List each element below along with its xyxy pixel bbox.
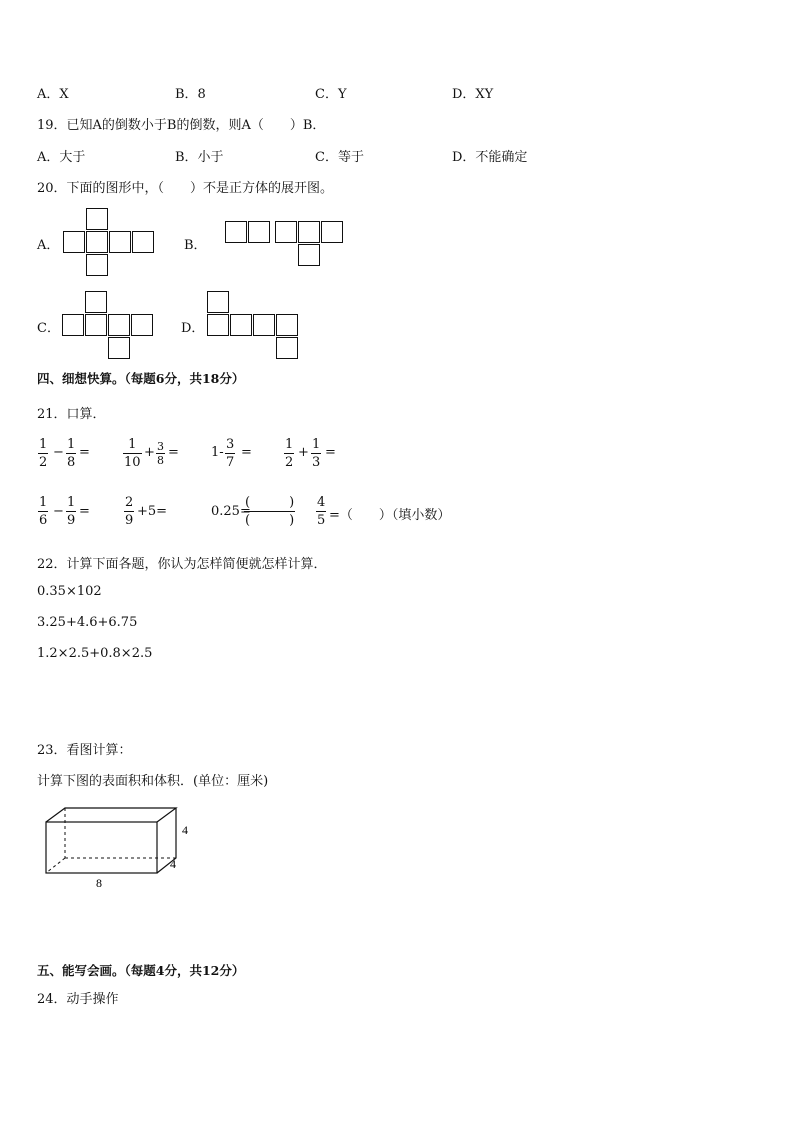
net-square — [62, 314, 84, 336]
q18-option-a: A．X — [37, 87, 69, 102]
fraction: $\frac{1}{2}$ — [39, 437, 48, 470]
fraction: $\frac{1}{8}$ — [67, 437, 76, 470]
net-square — [207, 291, 229, 313]
fraction: $\frac{1}{9}$ — [67, 495, 76, 528]
operator: + — [298, 445, 309, 460]
equals: = — [168, 445, 179, 460]
net-square — [230, 314, 252, 336]
cuboid-depth-label: 4 — [170, 857, 176, 871]
net-square — [225, 221, 247, 243]
q18-option-c: C．Y — [315, 87, 347, 102]
operand: 1- — [211, 445, 224, 460]
q19-option-d: D．不能确定 — [452, 150, 528, 165]
net-square — [321, 221, 343, 243]
equals: = — [241, 445, 252, 460]
q20-label-d: D． — [181, 321, 205, 336]
q22-item-1: 0.35×102 — [37, 584, 102, 599]
q19-stem: 19．已知A的倒数小于B的倒数，则A（ ）B． — [37, 118, 326, 133]
cuboid-length-label: 8 — [96, 876, 102, 890]
fraction: $\frac{2}{9}$ — [125, 495, 134, 528]
fraction: $\frac{1}{2}$ — [285, 437, 294, 470]
net-square — [86, 254, 108, 276]
net-square — [108, 314, 130, 336]
net-square — [85, 291, 107, 313]
fraction: $\frac{3}{7}$ — [226, 437, 235, 470]
q19-option-b: B．小于 — [175, 150, 224, 165]
net-square — [108, 337, 130, 359]
cuboid-front-face — [46, 822, 157, 873]
section-4-heading: 四、细想快算。（每题6分，共18分） — [37, 371, 245, 386]
q22-item-3: 1.2×2.5+0.8×2.5 — [37, 646, 153, 661]
operator-expression: +5= — [137, 504, 168, 519]
net-square — [298, 221, 320, 243]
blank-fraction: ( ) ( ) — [245, 495, 295, 528]
q20-label-b: B． — [184, 238, 207, 253]
net-square — [276, 337, 298, 359]
net-square — [298, 244, 320, 266]
equals: = — [79, 445, 90, 460]
fraction: $\frac{4}{5}$ — [317, 495, 326, 528]
net-square — [86, 208, 108, 230]
operator: + — [144, 445, 155, 460]
q20-stem: 20．下面的图形中，（ ）不是正方体的展开图。 — [37, 181, 334, 196]
equals: = — [79, 504, 90, 519]
operand: 0.25= — [211, 504, 251, 519]
cuboid-figure — [36, 804, 196, 896]
net-square — [132, 231, 154, 253]
q22-item-2: 3.25+4.6+6.75 — [37, 615, 138, 630]
net-square — [131, 314, 153, 336]
net-square — [85, 314, 107, 336]
q23-stem: 23．看图计算： — [37, 743, 132, 758]
fraction: $\frac{1}{10}$ — [124, 437, 141, 470]
net-square — [207, 314, 229, 336]
net-square — [86, 231, 108, 253]
q19-option-a: A．大于 — [37, 150, 86, 165]
q21-stem: 21．口算． — [37, 407, 106, 422]
fraction: $\frac{3}{8}$ — [157, 440, 164, 467]
net-square — [276, 314, 298, 336]
fraction: $\frac{1}{3}$ — [312, 437, 321, 470]
fraction: $\frac{1}{6}$ — [39, 495, 48, 528]
net-square — [275, 221, 297, 243]
q23-subtitle: 计算下图的表面积和体积．(单位：厘米) — [37, 774, 269, 789]
q20-label-c: C． — [37, 321, 60, 336]
q19-option-c: C．等于 — [315, 150, 364, 165]
operator: − — [53, 504, 64, 519]
cuboid-hidden-edge — [46, 858, 65, 873]
operator: − — [53, 445, 64, 460]
equals: = — [325, 445, 336, 460]
q22-stem: 22．计算下面各题，你认为怎样简便就怎样计算． — [37, 557, 327, 572]
net-square — [248, 221, 270, 243]
q24-stem: 24．动手操作 — [37, 992, 119, 1007]
q18-option-d: D．XY — [452, 87, 494, 102]
net-square — [253, 314, 275, 336]
fill-decimal-instruction: =（ ）（填小数） — [329, 508, 451, 523]
net-square — [109, 231, 131, 253]
section-5-heading: 五、能写会画。（每题4分，共12分） — [37, 963, 245, 978]
net-square — [63, 231, 85, 253]
q18-option-b: B．8 — [175, 87, 206, 102]
cuboid-height-label: 4 — [182, 823, 188, 837]
q20-label-a: A． — [37, 238, 60, 253]
